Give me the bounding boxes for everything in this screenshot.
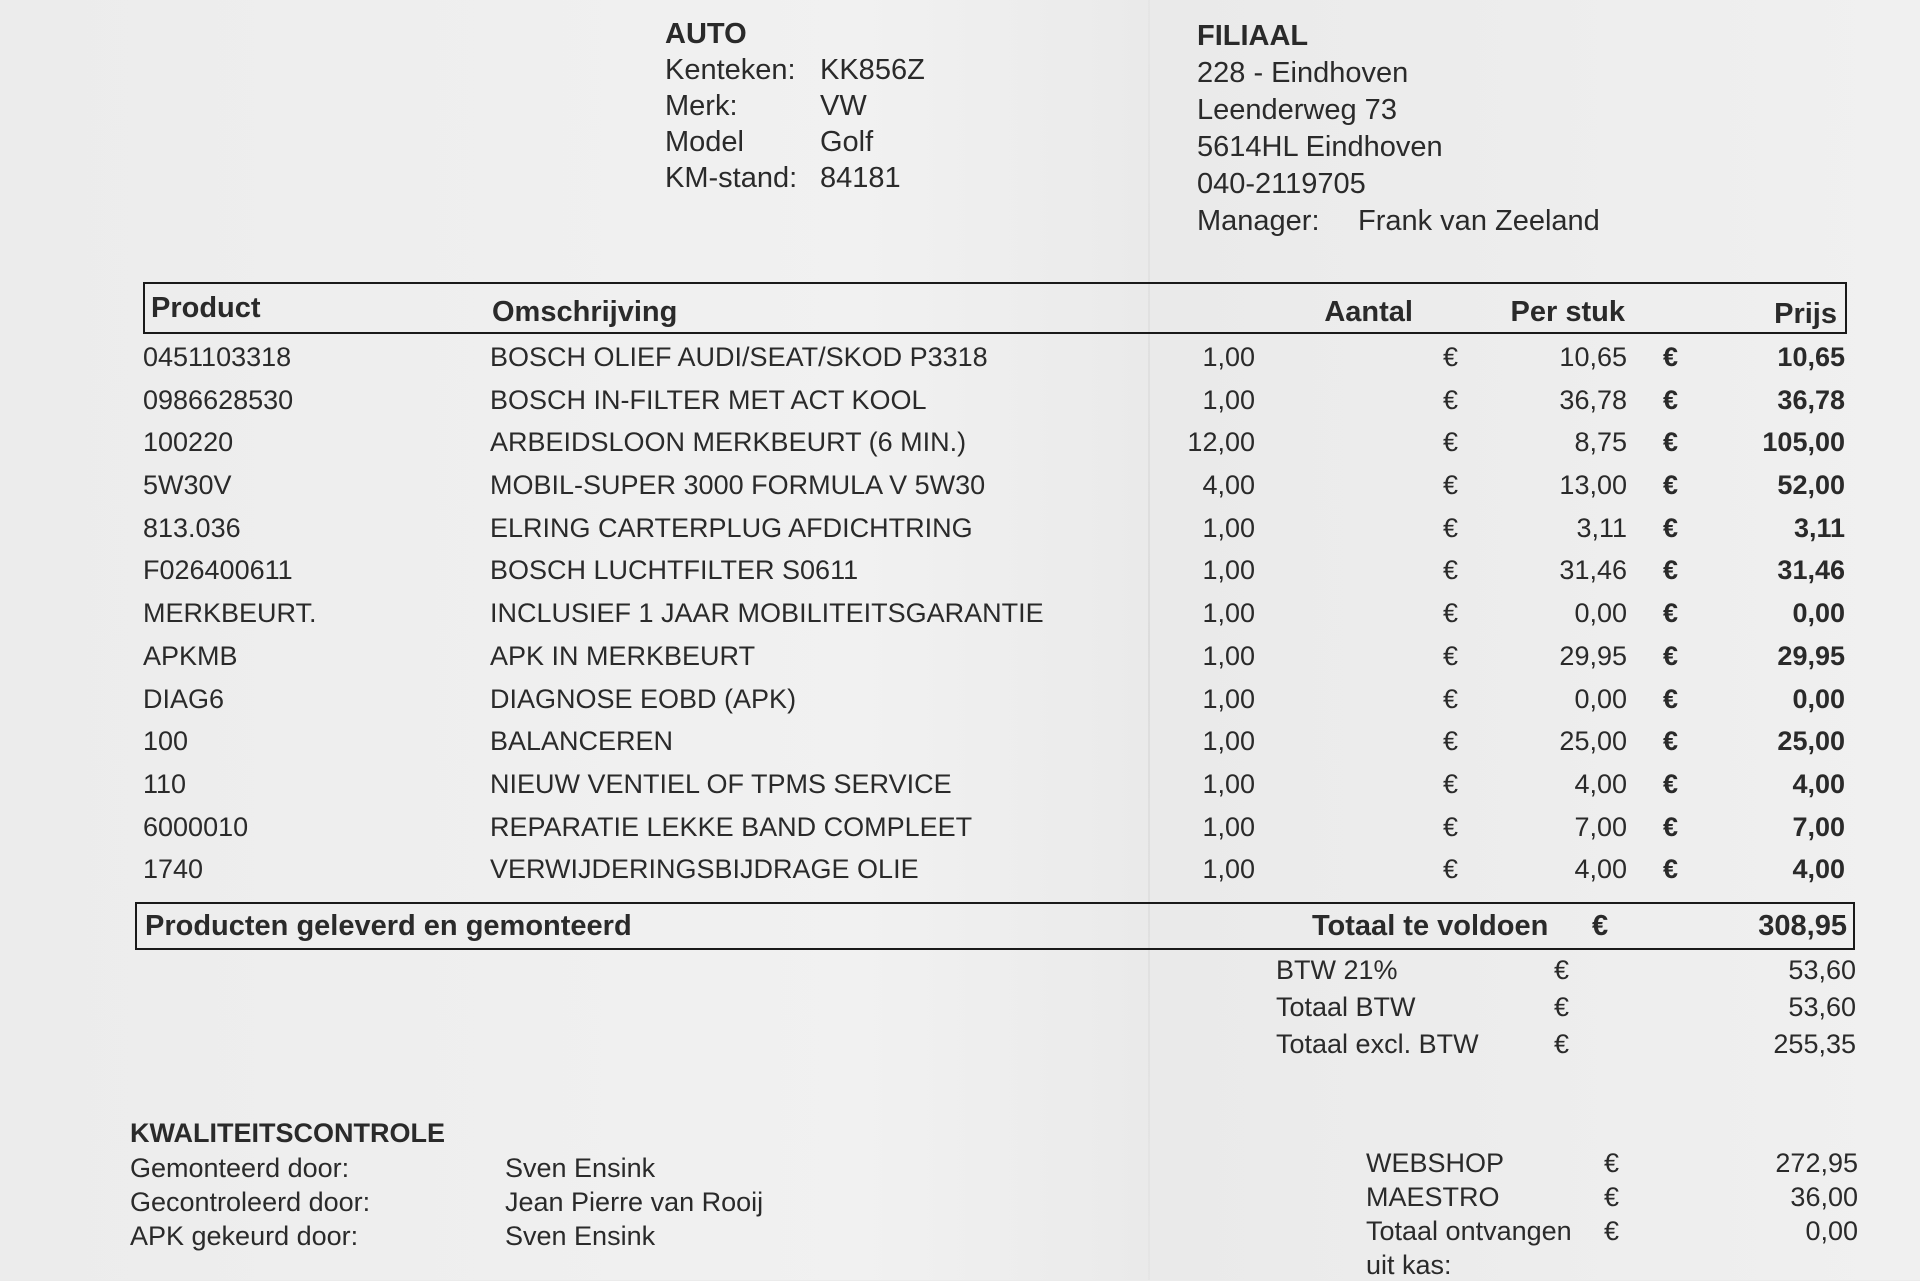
product-code: 100 <box>143 726 189 757</box>
price-currency: € <box>1663 640 1679 671</box>
product-price: 36,78 <box>1777 384 1845 415</box>
product-quantity: 1,00 <box>1202 811 1255 842</box>
product-unit-price: 7,00 <box>1574 811 1627 842</box>
product-code: DIAG6 <box>143 683 225 714</box>
price-currency: € <box>1663 854 1679 885</box>
payment-currency: € <box>1604 1182 1620 1212</box>
price-currency: € <box>1663 811 1679 842</box>
product-description: BOSCH IN-FILTER MET ACT KOOL <box>490 384 927 415</box>
table-row <box>143 761 1847 804</box>
header-product: Product <box>151 292 261 324</box>
quality-value: Sven Ensink <box>505 1221 656 1251</box>
product-price: 25,00 <box>1777 726 1845 757</box>
product-unit-price: 4,00 <box>1574 854 1627 885</box>
vat-label: Totaal excl. BTW <box>1276 1029 1479 1059</box>
price-currency: € <box>1663 683 1679 714</box>
table-body <box>143 334 1847 889</box>
product-quantity: 1,00 <box>1202 598 1255 629</box>
product-price: 0,00 <box>1792 598 1845 629</box>
product-price: 29,95 <box>1777 640 1845 671</box>
quality-label: APK gekeurd door: <box>130 1221 359 1251</box>
product-quantity: 1,00 <box>1202 640 1255 671</box>
product-quantity: 1,00 <box>1202 683 1255 714</box>
vehicle-field <box>665 52 925 88</box>
product-unit-price: 0,00 <box>1574 683 1627 714</box>
vehicle-title: AUTO <box>665 18 747 50</box>
product-price: 52,00 <box>1777 470 1845 501</box>
payment-row <box>1366 1148 1858 1182</box>
product-price: 0,00 <box>1792 683 1845 714</box>
vehicle-field <box>665 160 925 196</box>
product-quantity: 12,00 <box>1187 427 1255 458</box>
product-quantity: 1,00 <box>1202 854 1255 885</box>
table-row <box>143 633 1847 676</box>
product-price: 105,00 <box>1762 427 1845 458</box>
unit-currency: € <box>1443 342 1459 372</box>
header-price: Prijs <box>1774 298 1837 330</box>
table-row <box>143 590 1847 633</box>
vehicle-field-value: VW <box>820 90 867 122</box>
product-price: 10,65 <box>1777 342 1845 372</box>
unit-currency: € <box>1443 512 1459 543</box>
price-currency: € <box>1663 470 1679 501</box>
vat-currency: € <box>1554 992 1570 1022</box>
header-unit-price: Per stuk <box>1510 296 1625 328</box>
product-price: 3,11 <box>1793 512 1845 543</box>
product-code: 110 <box>143 768 187 799</box>
payment-label: WEBSHOP <box>1366 1148 1505 1178</box>
product-code: 813.036 <box>143 512 241 543</box>
product-code: 0451103318 <box>143 342 292 372</box>
totals-bar <box>135 902 1855 950</box>
total-due-amount: 308,95 <box>1758 910 1847 942</box>
total-due-currency: € <box>1592 910 1609 942</box>
vehicle-info <box>665 16 925 196</box>
price-currency: € <box>1663 512 1679 543</box>
table-header <box>143 282 1847 334</box>
branch-line: 228 - Eindhoven <box>1197 57 1409 89</box>
vat-label: BTW 21% <box>1276 955 1398 985</box>
product-code: 1740 <box>143 854 204 885</box>
vehicle-field-label: Merk: <box>665 90 738 122</box>
product-code: MERKBEURT. <box>143 598 317 629</box>
price-currency: € <box>1663 598 1679 629</box>
product-price: 31,46 <box>1777 555 1845 586</box>
quality-value: Sven Ensink <box>505 1153 656 1183</box>
product-quantity: 1,00 <box>1202 726 1255 757</box>
quality-control <box>130 1118 763 1255</box>
product-unit-price: 10,65 <box>1559 342 1627 372</box>
unit-currency: € <box>1443 640 1459 671</box>
table-row <box>143 718 1847 761</box>
vehicle-field-value: KK856Z <box>820 54 925 86</box>
unit-currency: € <box>1443 598 1459 629</box>
unit-currency: € <box>1443 854 1459 885</box>
quality-label: Gemonteerd door: <box>130 1153 350 1183</box>
payment-row <box>1366 1216 1858 1250</box>
product-quantity: 1,00 <box>1202 384 1255 415</box>
product-unit-price: 4,00 <box>1574 768 1627 799</box>
product-description: VERWIJDERINGSBIJDRAGE OLIE <box>490 854 919 885</box>
product-description: BOSCH OLIEF AUDI/SEAT/SKOD P3318 <box>490 342 988 372</box>
price-currency: € <box>1663 726 1679 757</box>
product-description: ELRING CARTERPLUG AFDICHTRING <box>490 512 973 543</box>
unit-currency: € <box>1443 726 1459 757</box>
quality-row <box>130 1187 763 1221</box>
price-currency: € <box>1663 342 1679 372</box>
vat-row <box>1276 1029 1856 1066</box>
unit-currency: € <box>1443 555 1459 586</box>
product-unit-price: 3,11 <box>1576 512 1627 543</box>
payment-continuation: uit kas: <box>1366 1250 1452 1280</box>
vat-amount: 53,60 <box>1788 992 1856 1022</box>
vat-row <box>1276 955 1856 992</box>
price-currency: € <box>1663 384 1679 415</box>
vat-amount: 255,35 <box>1773 1029 1856 1059</box>
product-description: DIAGNOSE EOBD (APK) <box>490 683 797 714</box>
vat-label: Totaal BTW <box>1276 992 1416 1022</box>
vat-summary <box>1276 955 1856 1066</box>
product-unit-price: 29,95 <box>1559 640 1627 671</box>
product-description: NIEUW VENTIEL OF TPMS SERVICE <box>490 768 952 799</box>
product-quantity: 1,00 <box>1202 512 1255 543</box>
vehicle-field <box>665 88 925 124</box>
totals-label: Producten geleverd en gemonteerd <box>145 910 632 942</box>
product-price: 7,00 <box>1792 811 1845 842</box>
vehicle-field-value: Golf <box>820 126 874 158</box>
unit-currency: € <box>1443 470 1459 501</box>
quality-title: KWALITEITSCONTROLE <box>130 1118 445 1148</box>
branch-line: Leenderweg 73 <box>1197 94 1397 126</box>
header-quantity: Aantal <box>1324 296 1413 328</box>
branch-line: 040-2119705 <box>1197 168 1366 200</box>
table-row <box>143 547 1847 590</box>
table-row <box>143 334 1847 377</box>
product-unit-price: 13,00 <box>1559 470 1627 501</box>
table-row <box>143 846 1847 889</box>
quality-value: Jean Pierre van Rooij <box>505 1187 764 1217</box>
unit-currency: € <box>1443 683 1459 714</box>
unit-currency: € <box>1443 384 1459 415</box>
product-code: 100220 <box>143 427 234 458</box>
product-code: 6000010 <box>143 811 249 842</box>
product-price: 4,00 <box>1792 768 1845 799</box>
product-description: BALANCEREN <box>490 726 674 757</box>
unit-currency: € <box>1443 427 1459 458</box>
table-row <box>143 804 1847 847</box>
vehicle-field <box>665 124 925 160</box>
quality-label: Gecontroleerd door: <box>130 1187 371 1217</box>
vat-row <box>1276 992 1856 1029</box>
table-row <box>143 505 1847 548</box>
product-description: MOBIL-SUPER 3000 FORMULA V 5W30 <box>490 470 986 501</box>
quality-row <box>130 1221 763 1255</box>
vat-currency: € <box>1554 1029 1570 1059</box>
header-description: Omschrijving <box>492 296 678 328</box>
product-quantity: 1,00 <box>1202 555 1255 586</box>
manager-name: Frank van Zeeland <box>1358 205 1600 237</box>
payment-amount: 0,00 <box>1805 1216 1858 1246</box>
product-description: REPARATIE LEKKE BAND COMPLEET <box>490 811 973 842</box>
payment-row <box>1366 1182 1858 1216</box>
product-code: F026400611 <box>143 555 293 586</box>
payment-summary <box>1366 1148 1858 1281</box>
table-row <box>143 676 1847 719</box>
vehicle-field-label: Kenteken: <box>665 54 796 86</box>
total-due-label: Totaal te voldoen <box>1312 910 1549 942</box>
vat-currency: € <box>1554 955 1570 985</box>
product-description: APK IN MERKBEURT <box>490 640 756 671</box>
vehicle-field-value: 84181 <box>820 162 901 194</box>
payment-currency: € <box>1604 1148 1620 1178</box>
unit-currency: € <box>1443 768 1459 799</box>
manager-label: Manager: <box>1197 205 1320 237</box>
branch-info <box>1197 18 1600 240</box>
quality-row <box>130 1153 763 1187</box>
unit-currency: € <box>1443 811 1459 842</box>
table-row <box>143 377 1847 420</box>
vehicle-field-label: Model <box>665 126 744 158</box>
branch-line: 5614HL Eindhoven <box>1197 131 1443 163</box>
product-code: 5W30V <box>143 470 232 501</box>
product-description: ARBEIDSLOON MERKBEURT (6 MIN.) <box>490 427 967 458</box>
payment-label: MAESTRO <box>1366 1182 1500 1212</box>
price-currency: € <box>1663 768 1679 799</box>
payment-label: Totaal ontvangen <box>1366 1216 1572 1246</box>
product-quantity: 4,00 <box>1202 470 1255 501</box>
table-row <box>143 419 1847 462</box>
vehicle-field-label: KM-stand: <box>665 162 798 194</box>
product-unit-price: 0,00 <box>1574 598 1627 629</box>
payment-amount: 36,00 <box>1790 1182 1858 1212</box>
payment-amount: 272,95 <box>1775 1148 1858 1178</box>
invoice-table <box>143 282 1847 889</box>
product-unit-price: 31,46 <box>1559 555 1627 586</box>
product-price: 4,00 <box>1792 854 1845 885</box>
product-unit-price: 36,78 <box>1559 384 1627 415</box>
product-code: APKMB <box>143 640 238 671</box>
product-unit-price: 8,75 <box>1574 427 1627 458</box>
price-currency: € <box>1663 555 1679 586</box>
product-code: 0986628530 <box>143 384 294 415</box>
product-quantity: 1,00 <box>1202 768 1255 799</box>
product-quantity: 1,00 <box>1202 342 1255 372</box>
table-row <box>143 462 1847 505</box>
branch-title: FILIAAL <box>1197 20 1309 52</box>
payment-currency: € <box>1604 1216 1620 1246</box>
product-unit-price: 25,00 <box>1559 726 1627 757</box>
vat-amount: 53,60 <box>1788 955 1856 985</box>
branch-manager <box>1197 203 1600 240</box>
product-description: BOSCH LUCHTFILTER S0611 <box>490 555 859 586</box>
product-description: INCLUSIEF 1 JAAR MOBILITEITSGARANTIE <box>490 598 1044 629</box>
price-currency: € <box>1663 427 1679 458</box>
